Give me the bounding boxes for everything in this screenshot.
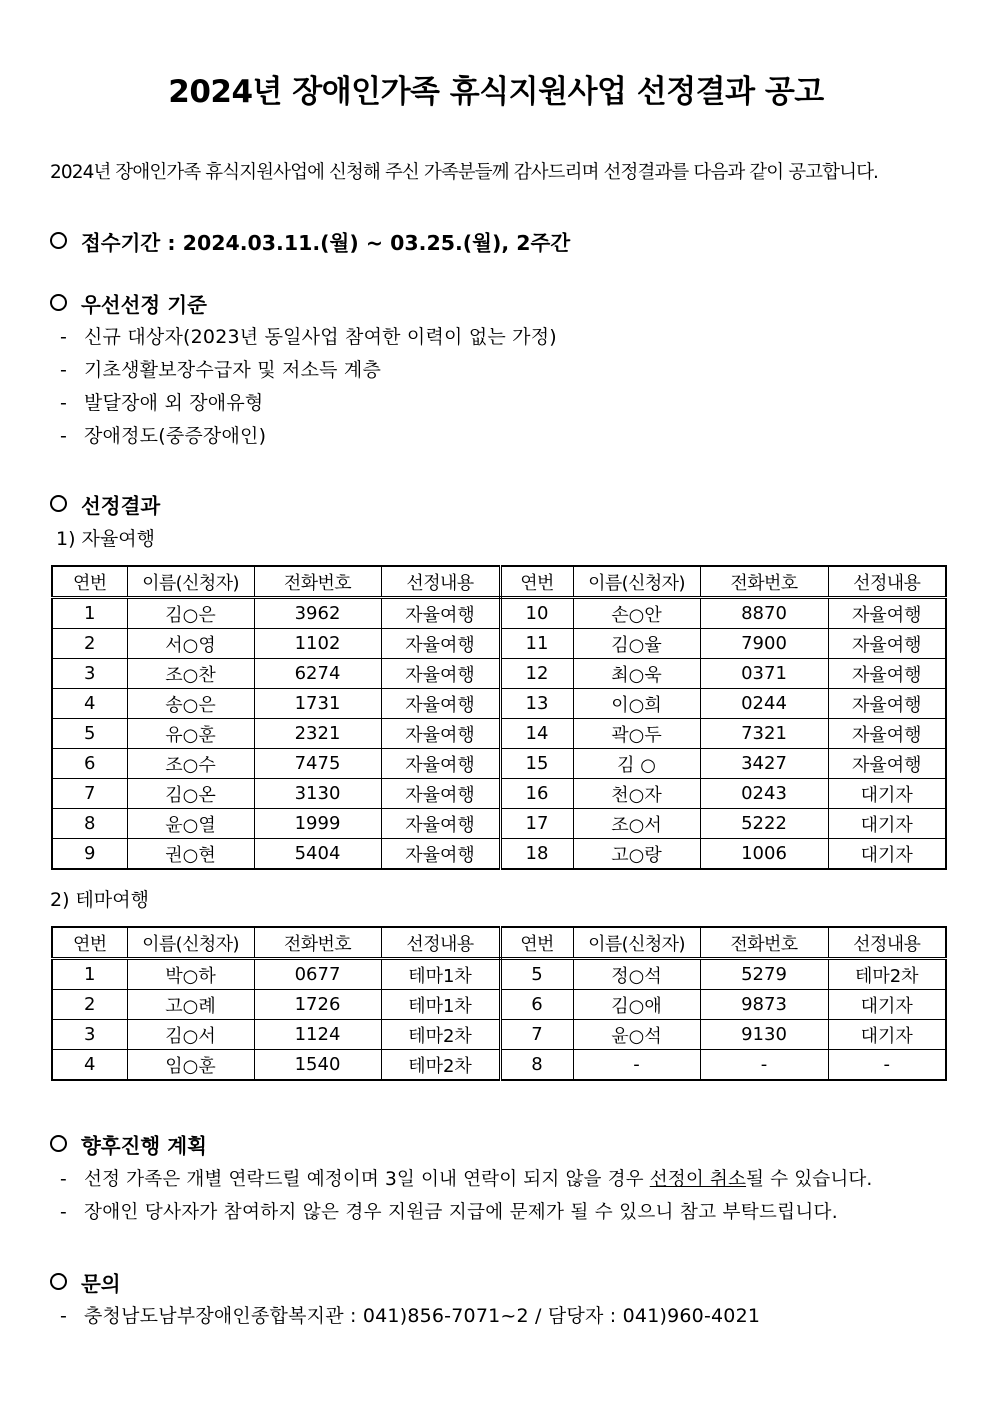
cell-result: 자율여행 bbox=[381, 659, 500, 689]
cell-result: 자율여행 bbox=[828, 749, 946, 779]
cell-result: 자율여행 bbox=[381, 839, 500, 870]
col-header-no: 연번 bbox=[500, 566, 573, 598]
col-header-name: 이름(신청자) bbox=[127, 566, 254, 598]
cell-no: 8 bbox=[52, 809, 127, 839]
cell-name: 박○하 bbox=[127, 959, 254, 990]
cell-result: 자율여행 bbox=[381, 749, 500, 779]
cell-result: 대기자 bbox=[828, 809, 946, 839]
theme-travel-table bbox=[51, 926, 947, 1081]
cell-result: 자율여행 bbox=[828, 719, 946, 749]
table-header-row bbox=[52, 566, 946, 598]
cell-phone: - bbox=[700, 1050, 828, 1081]
cell-result: 대기자 bbox=[828, 779, 946, 809]
table-row bbox=[52, 749, 946, 779]
cell-no: 15 bbox=[500, 749, 573, 779]
cell-no: 10 bbox=[500, 598, 573, 629]
col-header-no: 연번 bbox=[52, 927, 127, 959]
cell-phone: 1006 bbox=[700, 839, 828, 870]
self-travel-label: 1) 자율여행 bbox=[56, 528, 155, 550]
cell-no: 4 bbox=[52, 1050, 127, 1081]
cell-phone: 1102 bbox=[254, 629, 381, 659]
cell-phone: 5404 bbox=[254, 839, 381, 870]
cell-phone: 7321 bbox=[700, 719, 828, 749]
cell-name: - bbox=[573, 1050, 700, 1081]
cell-no: 2 bbox=[52, 990, 127, 1020]
cell-name: 송○은 bbox=[127, 689, 254, 719]
table-row bbox=[52, 629, 946, 659]
self-travel-table bbox=[51, 565, 947, 870]
table-row bbox=[52, 689, 946, 719]
col-header-phone: 전화번호 bbox=[254, 927, 381, 959]
cell-name: 조○찬 bbox=[127, 659, 254, 689]
col-header-phone: 전화번호 bbox=[700, 927, 828, 959]
cell-name: 김○서 bbox=[127, 1020, 254, 1050]
cell-no: 11 bbox=[500, 629, 573, 659]
cell-phone: 7900 bbox=[700, 629, 828, 659]
cell-result: 자율여행 bbox=[828, 629, 946, 659]
underlined-phrase: 선정이 취소 bbox=[649, 1169, 747, 1190]
table-row bbox=[52, 659, 946, 689]
cell-name: 조○서 bbox=[573, 809, 700, 839]
cell-phone: 0371 bbox=[700, 659, 828, 689]
priority-heading: 우선선정 기준 bbox=[50, 288, 207, 318]
cell-no: 4 bbox=[52, 689, 127, 719]
table-row bbox=[52, 719, 946, 749]
reception-period-text: 접수기간 : 2024.03.11.(월) ~ 03.25.(월), 2주간 bbox=[81, 231, 571, 255]
cell-result: 대기자 bbox=[828, 1020, 946, 1050]
cell-phone: 7475 bbox=[254, 749, 381, 779]
cell-result: 자율여행 bbox=[828, 659, 946, 689]
reception-period bbox=[50, 226, 570, 256]
cell-name: 조○수 bbox=[127, 749, 254, 779]
circle-bullet-icon bbox=[50, 232, 67, 249]
cell-phone: 1731 bbox=[254, 689, 381, 719]
cell-no: 16 bbox=[500, 779, 573, 809]
cell-no: 17 bbox=[500, 809, 573, 839]
cell-name: 김○율 bbox=[573, 629, 700, 659]
table-row bbox=[52, 1020, 946, 1050]
cell-result: 테마1차 bbox=[381, 959, 500, 990]
contact-info: - 충청남도남부장애인종합복지관 : 041)856-7071~2 / 담당자 : 041)960-4021 bbox=[60, 1305, 761, 1327]
cell-no: 8 bbox=[500, 1050, 573, 1081]
col-header-result: 선정내용 bbox=[381, 927, 500, 959]
priority-item: - 신규 대상자(2023년 동일사업 참여한 이력이 없는 가정) bbox=[60, 326, 557, 348]
cell-name: 손○안 bbox=[573, 598, 700, 629]
cell-result: 자율여행 bbox=[381, 779, 500, 809]
cell-name: 유○훈 bbox=[127, 719, 254, 749]
cell-name: 천○자 bbox=[573, 779, 700, 809]
cell-no: 1 bbox=[52, 959, 127, 990]
cell-phone: 1726 bbox=[254, 990, 381, 1020]
cell-name: 윤○열 bbox=[127, 809, 254, 839]
cell-name: 윤○석 bbox=[573, 1020, 700, 1050]
cell-no: 2 bbox=[52, 629, 127, 659]
cell-name: 이○희 bbox=[573, 689, 700, 719]
cell-phone: 9130 bbox=[700, 1020, 828, 1050]
cell-name: 곽○두 bbox=[573, 719, 700, 749]
cell-phone: 5279 bbox=[700, 959, 828, 990]
table-header-row bbox=[52, 927, 946, 959]
cell-result: 대기자 bbox=[828, 990, 946, 1020]
cell-name: 정○석 bbox=[573, 959, 700, 990]
cell-no: 14 bbox=[500, 719, 573, 749]
col-header-phone: 전화번호 bbox=[254, 566, 381, 598]
cell-phone: 0243 bbox=[700, 779, 828, 809]
cell-result: 자율여행 bbox=[828, 689, 946, 719]
table-row bbox=[52, 959, 946, 990]
circle-bullet-icon bbox=[50, 294, 67, 311]
cell-phone: 6274 bbox=[254, 659, 381, 689]
cell-no: 7 bbox=[52, 779, 127, 809]
table-row bbox=[52, 839, 946, 870]
cell-phone: 1124 bbox=[254, 1020, 381, 1050]
cell-result: 테마2차 bbox=[828, 959, 946, 990]
cell-result: 테마2차 bbox=[381, 1050, 500, 1081]
cell-no: 5 bbox=[500, 959, 573, 990]
plan-item: - 장애인 당사자가 참여하지 않은 경우 지원금 지급에 문제가 될 수 있으니 참고 부탁드립니다. bbox=[60, 1202, 838, 1223]
table-row bbox=[52, 779, 946, 809]
results-heading: 선정결과 bbox=[50, 489, 160, 519]
cell-no: 5 bbox=[52, 719, 127, 749]
table-row bbox=[52, 990, 946, 1020]
col-header-name: 이름(신청자) bbox=[573, 566, 700, 598]
cell-name: 권○현 bbox=[127, 839, 254, 870]
cell-name: 고○례 bbox=[127, 990, 254, 1020]
cell-phone: 3427 bbox=[700, 749, 828, 779]
cell-no: 9 bbox=[52, 839, 127, 870]
cell-name: 김 ○ bbox=[573, 749, 700, 779]
cell-phone: 5222 bbox=[700, 809, 828, 839]
cell-no: 13 bbox=[500, 689, 573, 719]
plan-heading: 향후진행 계획 bbox=[50, 1129, 207, 1159]
cell-phone: 2321 bbox=[254, 719, 381, 749]
page-title: 2024년 장애인가족 휴식지원사업 선정결과 공고 bbox=[168, 74, 824, 110]
cell-name: 서○영 bbox=[127, 629, 254, 659]
theme-travel-label: 2) 테마여행 bbox=[50, 889, 149, 911]
cell-no: 1 bbox=[52, 598, 127, 629]
priority-item: - 발달장애 외 장애유형 bbox=[60, 392, 264, 414]
priority-item: - 기초생활보장수급자 및 저소득 계층 bbox=[60, 359, 382, 381]
cell-phone: 1999 bbox=[254, 809, 381, 839]
col-header-name: 이름(신청자) bbox=[127, 927, 254, 959]
cell-result: 테마2차 bbox=[381, 1020, 500, 1050]
cell-name: 최○욱 bbox=[573, 659, 700, 689]
circle-bullet-icon bbox=[50, 1273, 67, 1290]
cell-no: 3 bbox=[52, 659, 127, 689]
col-header-name: 이름(신청자) bbox=[573, 927, 700, 959]
cell-result: 자율여행 bbox=[381, 719, 500, 749]
cell-no: 12 bbox=[500, 659, 573, 689]
cell-no: 6 bbox=[52, 749, 127, 779]
cell-phone: 3130 bbox=[254, 779, 381, 809]
col-header-result: 선정내용 bbox=[828, 927, 946, 959]
cell-name: 김○은 bbox=[127, 598, 254, 629]
intro-text: 2024년 장애인가족 휴식지원사업에 신청해 주신 가족분들께 감사드리며 선정결과를 다음과 같이 공고합니다. bbox=[50, 162, 879, 183]
cell-name: 임○훈 bbox=[127, 1050, 254, 1081]
cell-name: 김○온 bbox=[127, 779, 254, 809]
col-header-phone: 전화번호 bbox=[700, 566, 828, 598]
priority-item: - 장애정도(중증장애인) bbox=[60, 425, 267, 447]
cell-no: 7 bbox=[500, 1020, 573, 1050]
circle-bullet-icon bbox=[50, 1135, 67, 1152]
cell-no: 3 bbox=[52, 1020, 127, 1050]
cell-no: 18 bbox=[500, 839, 573, 870]
cell-result: 자율여행 bbox=[381, 809, 500, 839]
cell-result: 자율여행 bbox=[828, 598, 946, 629]
cell-result: 자율여행 bbox=[381, 689, 500, 719]
cell-result: 테마1차 bbox=[381, 990, 500, 1020]
cell-no: 6 bbox=[500, 990, 573, 1020]
cell-result: 대기자 bbox=[828, 839, 946, 870]
cell-name: 김○애 bbox=[573, 990, 700, 1020]
cell-phone: 0244 bbox=[700, 689, 828, 719]
table-row bbox=[52, 809, 946, 839]
cell-name: 고○랑 bbox=[573, 839, 700, 870]
col-header-no: 연번 bbox=[52, 566, 127, 598]
col-header-no: 연번 bbox=[500, 927, 573, 959]
cell-phone: 3962 bbox=[254, 598, 381, 629]
cell-phone: 8870 bbox=[700, 598, 828, 629]
plan-item: - 선정 가족은 개별 연락드릴 예정이며 3일 이내 연락이 되지 않을 경우 선정이 취소될 수 있습니다. bbox=[60, 1169, 873, 1190]
cell-result: 자율여행 bbox=[381, 598, 500, 629]
cell-phone: 1540 bbox=[254, 1050, 381, 1081]
cell-phone: 0677 bbox=[254, 959, 381, 990]
cell-result: 자율여행 bbox=[381, 629, 500, 659]
contact-heading: 문의 bbox=[50, 1267, 121, 1297]
cell-result: - bbox=[828, 1050, 946, 1081]
table-row bbox=[52, 598, 946, 629]
circle-bullet-icon bbox=[50, 495, 67, 512]
col-header-result: 선정내용 bbox=[828, 566, 946, 598]
cell-phone: 9873 bbox=[700, 990, 828, 1020]
table-row bbox=[52, 1050, 946, 1081]
col-header-result: 선정내용 bbox=[381, 566, 500, 598]
